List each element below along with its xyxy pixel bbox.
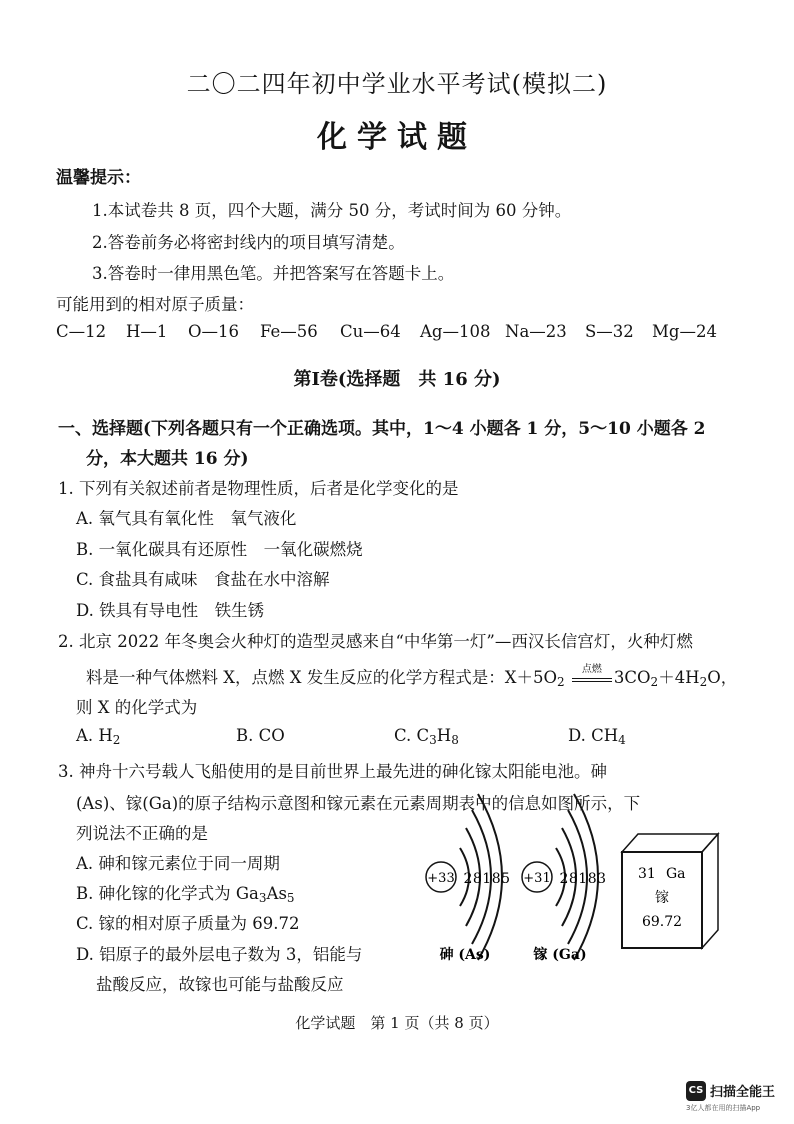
gallium-label: 镓 (Ga)	[533, 947, 587, 963]
arsenic-nucleus-charge: +33	[427, 871, 455, 886]
gallium-nucleus-charge: +31	[523, 871, 551, 886]
atomic-mass-mg: Mg—24	[652, 322, 717, 341]
gallium-atom-diagram	[522, 794, 607, 963]
q1-option-d: D. 铁具有导电性 铁生锈	[76, 601, 265, 620]
reaction-condition: 点燃	[581, 663, 602, 675]
exam-title: 二〇二四年初中学业水平考试(模拟二)	[186, 70, 608, 98]
q3-stem-line1: 3. 神舟十六号载人飞船使用的是目前世界上最先进的砷化镓太阳能电池。砷	[58, 762, 607, 781]
cell-atomic-number: 31	[638, 866, 656, 882]
q2-option-b: B. CO	[236, 726, 285, 745]
reaction-equals-sign	[572, 678, 612, 682]
watermark-tagline: 3亿人都在用的扫描App	[686, 1104, 761, 1112]
atomic-mass-h: H—1	[126, 322, 168, 341]
q3-stem-line2: (As)、镓(Ga)的原子结构示意图和镓元素在元素周期表中的信息如图所示，下	[76, 794, 641, 813]
subject-title: 化学试题	[317, 120, 477, 155]
part-heading-line1: 一、选择题(下列各题只有一个正确选项。其中，1～4 小题各 1 分，5～10 小题各 2	[58, 419, 706, 439]
atomic-mass-fe: Fe—56	[260, 322, 318, 341]
atomic-mass-o: O—16	[188, 322, 240, 341]
q2-eq-product-co2: 3CO	[613, 668, 651, 687]
q3-option-d-line2: 盐酸反应，故镓也可能与盐酸反应	[96, 975, 344, 994]
page-footer: 化学试题 第 1 页（共 8 页）	[295, 1014, 499, 1032]
q3-option-a: A. 砷和镓元素位于同一周期	[76, 854, 280, 873]
tip-item-1: 1.本试卷共 8 页，四个大题，满分 50 分，考试时间为 60 分钟。	[92, 201, 572, 220]
gallium-electron-config: 28183	[559, 871, 607, 887]
periodic-table-cell	[622, 834, 718, 948]
q2-equation-line	[86, 664, 737, 689]
q2-eq-sub-o2: 2	[557, 675, 565, 689]
tip-item-2: 2.答卷前务必将密封线内的项目填写清楚。	[92, 233, 405, 252]
atomic-mass-cu: Cu—64	[340, 322, 401, 341]
atomic-mass-na: Na—23	[505, 322, 567, 341]
q2-stem-line2: 料是一种气体燃料 X，点燃 X 发生反应的化学方程式是：X＋5O	[86, 668, 557, 687]
watermark-brand: 扫描全能王	[710, 1085, 776, 1100]
q1-option-c: C. 食盐具有咸味 食盐在水中溶解	[76, 570, 330, 589]
cell-side-face	[702, 834, 718, 948]
arsenic-atom-diagram	[426, 794, 511, 963]
atomic-mass-label: 可能用到的相对原子质量：	[56, 295, 254, 314]
q2-eq-end: O，	[707, 668, 738, 687]
q3-option-b: B. 砷化镓的化学式为 $Ga_3As_5$	[76, 884, 295, 905]
camscanner-logo-icon: CS	[686, 1081, 706, 1101]
section-title: 第Ⅰ卷(选择题 共 16 分)	[293, 369, 501, 390]
q2-option-c: C. $C_3H_8$	[394, 726, 459, 747]
q2-option-a: A. $H_2$	[76, 726, 121, 747]
q3-option-c: C. 镓的相对原子质量为 69.72	[76, 914, 300, 933]
atomic-mass-c: C—12	[56, 322, 107, 341]
q2-eq-product-h2o: ＋4H	[658, 668, 700, 687]
atomic-mass-s: S—32	[585, 322, 634, 341]
q2-eq-sub-h2o: 2	[699, 675, 708, 689]
q2-stem-line1: 2. 北京 2022 年冬奥会火种灯的造型灵感来自“中华第一灯”—西汉长信宫灯，火种灯燃	[58, 632, 693, 651]
atomic-mass-ag: Ag—108	[420, 322, 491, 341]
atomic-structure-figure	[420, 790, 736, 970]
q2-option-d: D. $CH_4$	[568, 726, 626, 747]
q1-stem: 1. 下列有关叙述前者是物理性质，后者是化学变化的是	[58, 479, 459, 498]
q2-eq-sub-co2: 2	[650, 675, 659, 689]
q3-stem-line3: 列说法不正确的是	[76, 824, 208, 843]
q1-option-a: A. 氧气具有氧化性 氧气液化	[76, 509, 297, 528]
q3-option-d-line1: D. 铝原子的最外层电子数为 3，铝能与	[76, 945, 363, 964]
cell-atomic-mass: 69.72	[641, 914, 683, 930]
q2-stem-line3: 则 X 的化学式为	[76, 698, 198, 717]
reaction-arrow	[570, 663, 614, 686]
tip-item-3: 3.答卷时一律用黑色笔。并把答案写在答题卡上。	[92, 264, 455, 283]
arsenic-electron-config: 28185	[463, 871, 511, 887]
cell-element-symbol: Ga	[666, 866, 686, 882]
tips-label: 温馨提示：	[56, 168, 141, 188]
part-heading-line2: 分，本大题共 16 分)	[86, 449, 249, 469]
q1-option-b: B. 一氧化碳具有还原性 一氧化碳燃烧	[76, 540, 363, 559]
cell-element-name: 镓	[655, 890, 669, 906]
arsenic-label: 砷 (As)	[439, 947, 491, 963]
